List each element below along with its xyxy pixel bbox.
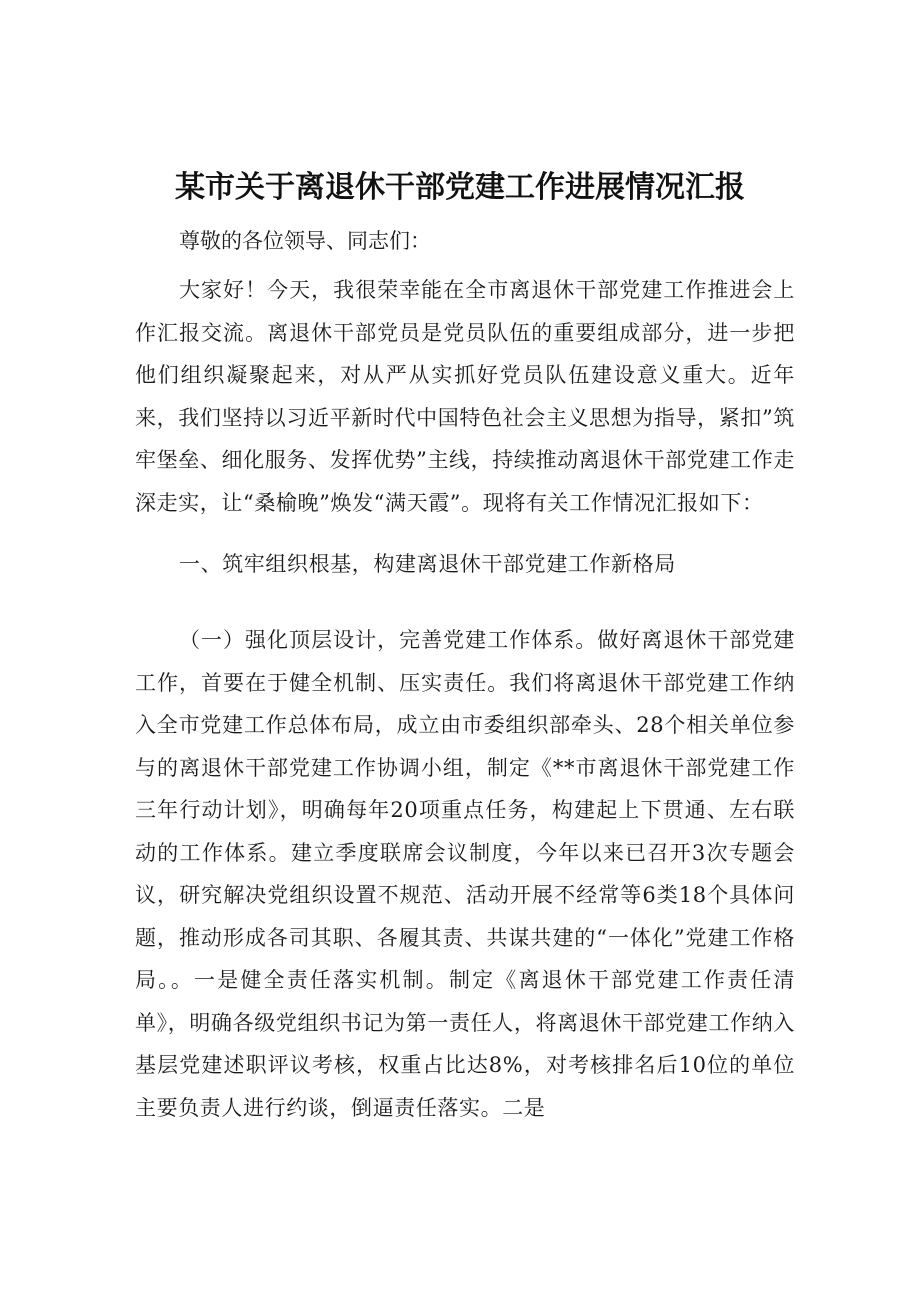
intro-paragraph: 大家好！今天，我很荣幸能在全市离退休干部党建工作推进会上作汇报交流。离退休干部党员是党员队伍的重要组成部分，进一步把他们组织凝聚起来，对从严从实抓好党员队伍建设意义重大。近年来，我们坚持以习近平新时代中国特色社会主义思想为指导，紧扣”筑牢堡垒、细化服务、发挥优势”主线，持续推动离退休干部党建工作走深走实，让“桑榆晚”焕发“满天霞”。现将有关工作情况汇报如下：	[135, 278, 795, 515]
salutation: 尊敬的各位领导、同志们：	[179, 229, 431, 253]
section-heading: 一、筑牢组织根基，构建离退休干部党建工作新格局	[179, 552, 676, 576]
document-title: 某市关于离退休干部党建工作进展情况汇报	[175, 170, 745, 205]
section1-paragraph: （一）强化顶层设计，完善党建工作体系。做好离退休干部党建工作，首要在于健全机制、压实责任。我们将离退休干部党建工作纳入全市党建工作总体布局，成立由市委组织部牵头、28个相关单位参与的离退休干部党建工作协调小组，制定《**市离退休干部党建工作三年行动计划》，明确每年20项重点任务，构建起上下贯通、左右联动的工作体系。建立季度联席会议制度，今年以来已召开3次专题会议，研究解决党组织设置不规范、活动开展不经常等6类18个具体问题，推动形成各司其职、各履其责、共谋共建的“一体化”党建工作格局。。一是健全责任落实机制。制定《离退休干部党建工作责任清单》，明确各级党组织书记为第一责任人，将离退休干部党建工作纳入基层党建述职评议考核，权重占比达8%，对考核排名后10位的单位主要负责人进行约谈，倒逼责任落实。二是	[135, 628, 795, 1120]
